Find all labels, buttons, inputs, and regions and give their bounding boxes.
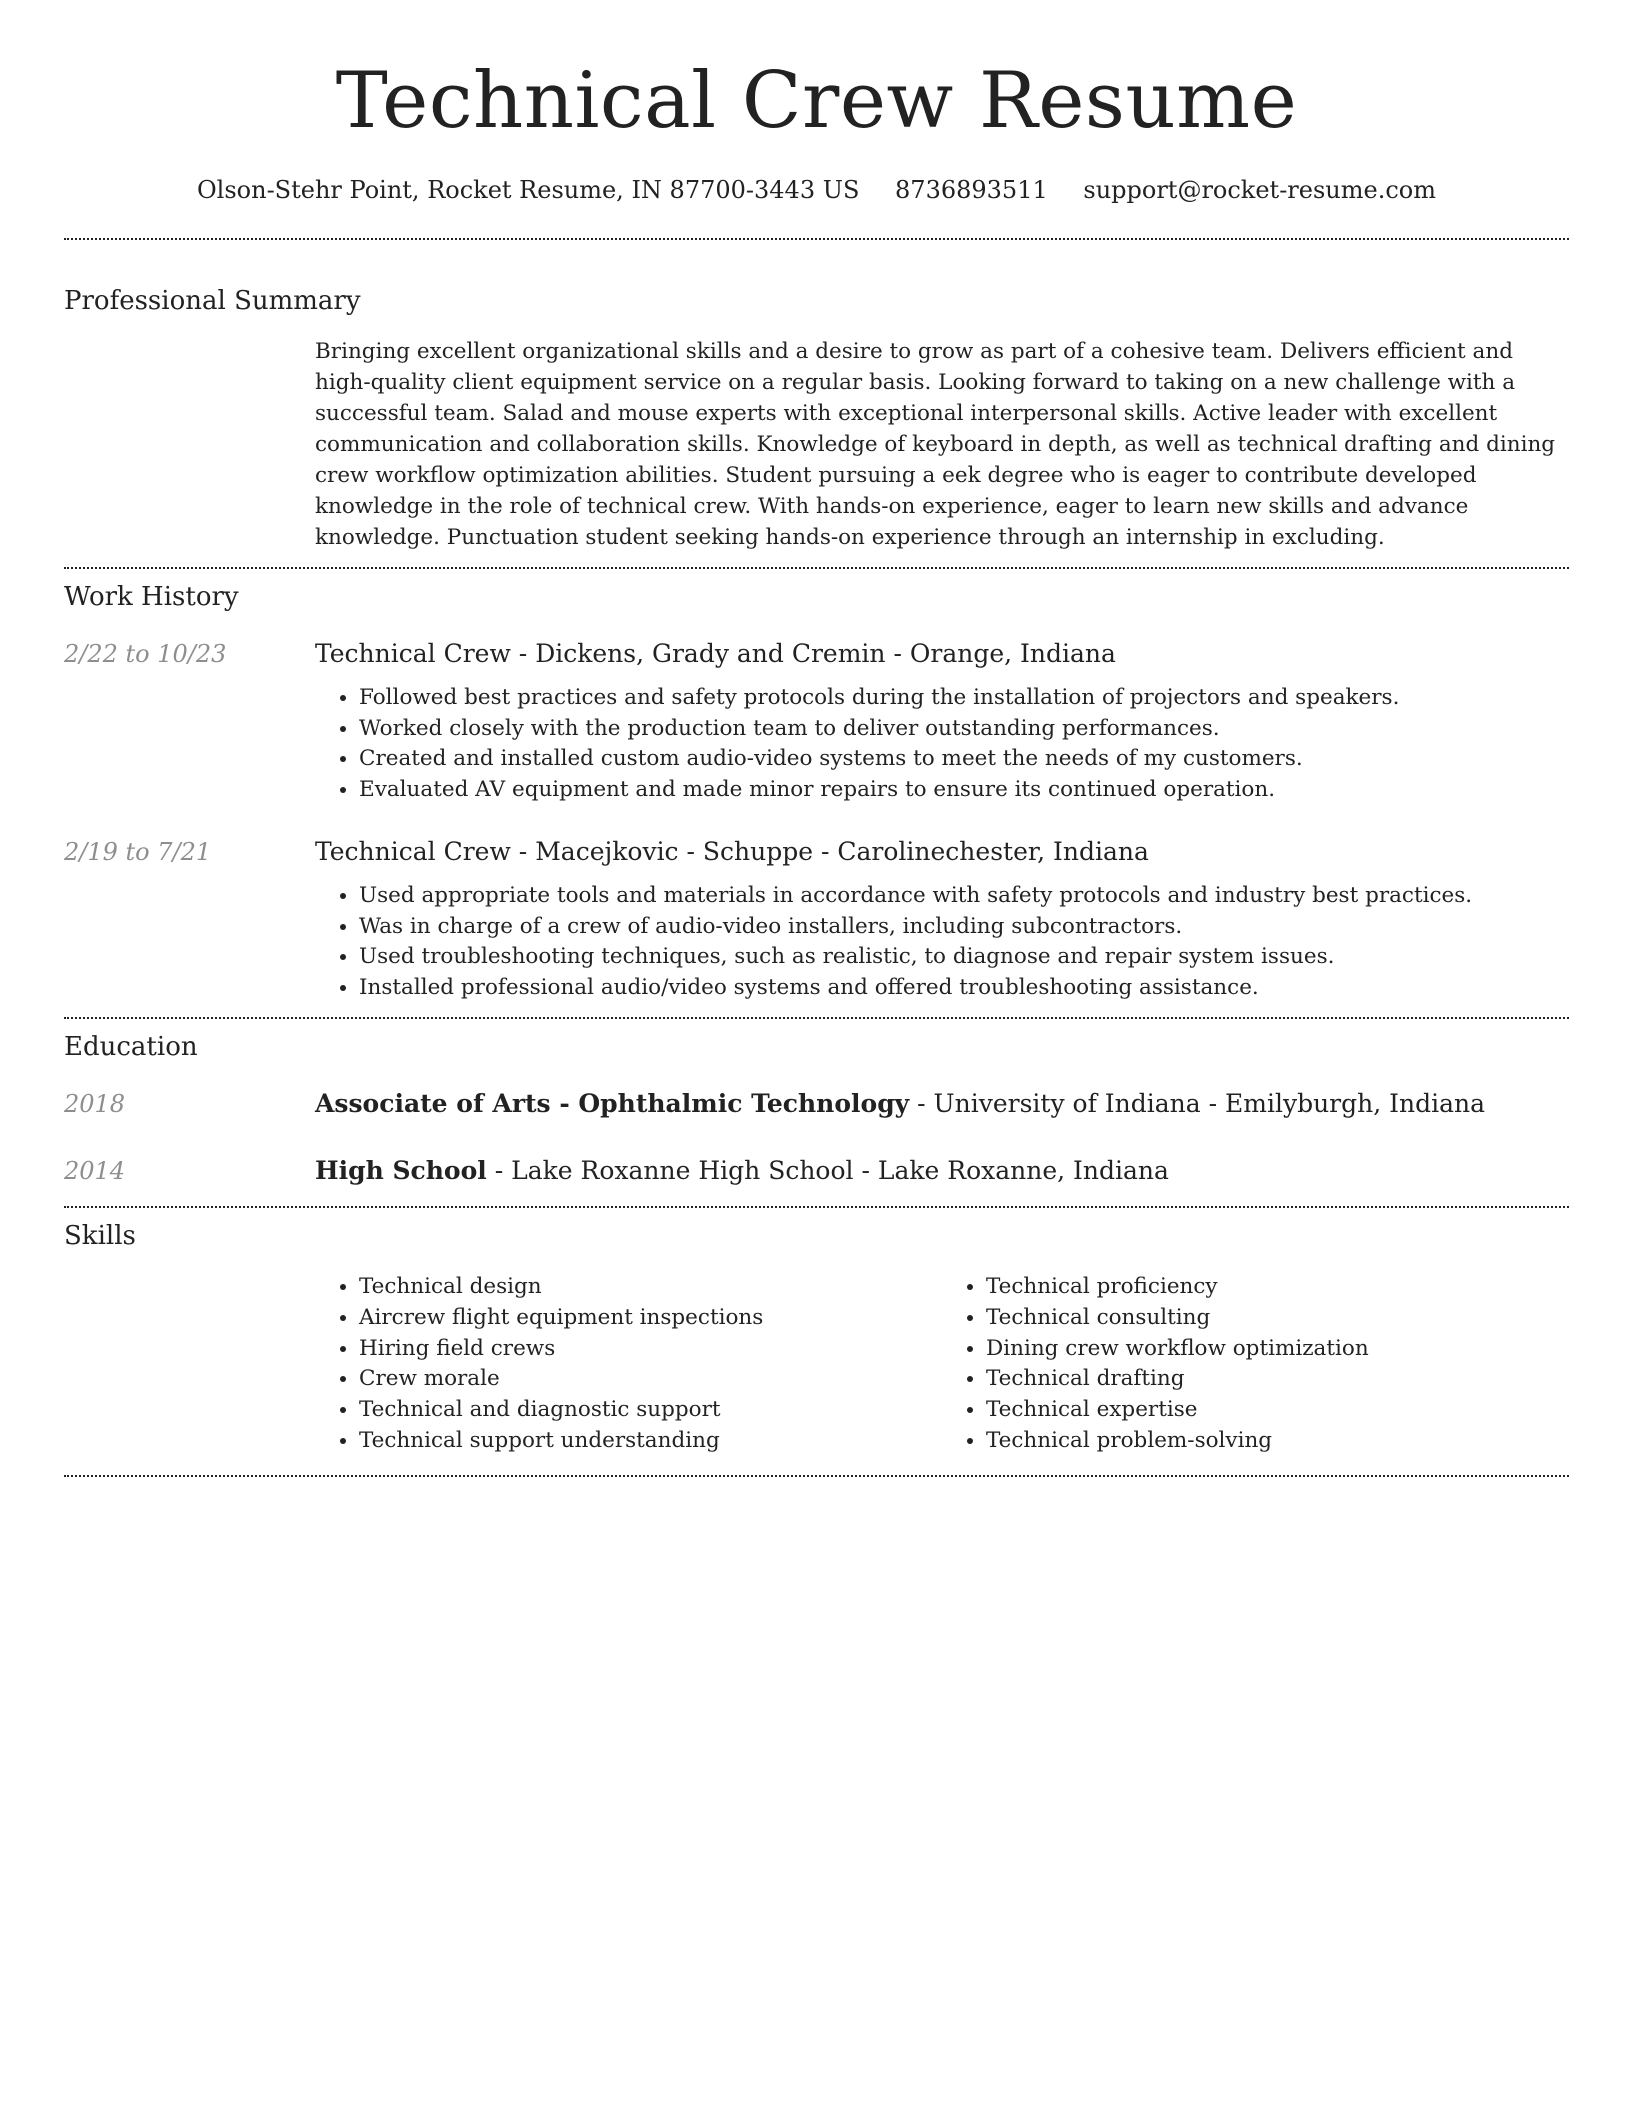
contact-phone: 8736893511 bbox=[895, 176, 1048, 204]
skills-left-spacer bbox=[64, 1272, 315, 1457]
job-bullet: • Installed professional audio/video systems and offered troubleshooting assistance. bbox=[359, 973, 1569, 1004]
skill-item: • Technical proficiency bbox=[986, 1272, 1569, 1303]
skills-list-left bbox=[315, 1272, 942, 1457]
skills-list-right bbox=[942, 1272, 1569, 1457]
education-year: 2018 bbox=[64, 1090, 126, 1118]
education-entry bbox=[64, 1087, 1569, 1121]
job-bullet: • Used troubleshooting techniques, such as realistic, to diagnose and repair system issues. bbox=[359, 942, 1569, 973]
work-history-section bbox=[64, 580, 1569, 1003]
contact-address: Olson-Stehr Point, Rocket Resume, IN 87700-3443 US bbox=[197, 176, 860, 204]
skill-item: • Hiring field crews bbox=[359, 1334, 942, 1365]
resume-page bbox=[64, 0, 1569, 1477]
section-divider bbox=[64, 1017, 1569, 1019]
job-bullet: • Followed best practices and safety protocols during the installation of projectors and speakers. bbox=[359, 683, 1569, 714]
job-dates: 2/22 to 10/23 bbox=[64, 640, 227, 668]
job-heading: Technical Crew - Macejkovic - Schuppe - Carolinechester, Indiana bbox=[315, 837, 1149, 866]
skill-item: • Aircrew flight equipment inspections bbox=[359, 1303, 942, 1334]
job-entry bbox=[64, 835, 1569, 1003]
skill-item: • Dining crew workflow optimization bbox=[986, 1334, 1569, 1365]
summary-heading: Professional Summary bbox=[64, 286, 361, 316]
skill-item: • Technical design bbox=[359, 1272, 942, 1303]
resume-title: Technical Crew Resume bbox=[335, 56, 1298, 146]
job-bullets bbox=[315, 881, 1569, 1003]
work-history-heading: Work History bbox=[64, 582, 239, 612]
job-bullet: • Created and installed custom audio-video systems to meet the needs of my customers. bbox=[359, 744, 1569, 775]
section-divider bbox=[64, 238, 1569, 240]
skill-item: • Technical and diagnostic support bbox=[359, 1395, 942, 1426]
skill-item: • Technical support understanding bbox=[359, 1426, 942, 1457]
education-section bbox=[64, 1030, 1569, 1188]
job-entry bbox=[64, 637, 1569, 805]
job-bullet: • Evaluated AV equipment and made minor repairs to ensure its continued operation. bbox=[359, 775, 1569, 806]
summary-section bbox=[64, 284, 1569, 553]
skills-heading: Skills bbox=[64, 1221, 136, 1251]
summary-text: Bringing excellent organizational skills and a desire to grow as part of a cohesive team. Delivers efficient and high-quality client equipment service on a regular basis. Looking forward to taking on a new challenge with a successful team. Salad and mouse experts with exceptional interpersonal skills. Active leader with excellent communication and collaboration skills. Knowledge of keyboard in depth, as well as technical drafting and dining crew workflow optimization abilities. Student pursuing a eek degree who is eager to contribute developed knowledge in the role of technical crew. With hands-on experience, eager to learn new skills and advance knowledge. Punctuation student seeking hands-on experience through an internship in excluding. bbox=[315, 339, 1556, 550]
summary-left-spacer bbox=[64, 336, 315, 553]
skill-item: • Crew morale bbox=[359, 1364, 942, 1395]
section-divider bbox=[64, 567, 1569, 569]
job-bullets bbox=[315, 683, 1569, 805]
skill-item: • Technical consulting bbox=[986, 1303, 1569, 1334]
job-bullet: • Was in charge of a crew of audio-video installers, including subcontractors. bbox=[359, 912, 1569, 943]
skills-section bbox=[64, 1219, 1569, 1457]
skill-item: • Technical expertise bbox=[986, 1395, 1569, 1426]
section-divider bbox=[64, 1206, 1569, 1208]
education-heading: Education bbox=[64, 1032, 198, 1062]
education-school: - Lake Roxanne High School - Lake Roxanne, Indiana bbox=[486, 1156, 1169, 1185]
education-entry bbox=[64, 1154, 1569, 1188]
contact-email: support@rocket-resume.com bbox=[1083, 176, 1436, 204]
job-bullet: • Worked closely with the production team to deliver outstanding performances. bbox=[359, 714, 1569, 745]
section-divider bbox=[64, 1475, 1569, 1477]
education-degree: Associate of Arts - Ophthalmic Technology bbox=[315, 1089, 910, 1118]
skill-item: • Technical drafting bbox=[986, 1364, 1569, 1395]
education-year: 2014 bbox=[64, 1157, 126, 1185]
job-heading: Technical Crew - Dickens, Grady and Cremin - Orange, Indiana bbox=[315, 639, 1116, 668]
education-degree: High School bbox=[315, 1156, 487, 1185]
contact-line bbox=[64, 174, 1569, 206]
education-school: - University of Indiana - Emilyburgh, Indiana bbox=[909, 1089, 1486, 1118]
job-dates: 2/19 to 7/21 bbox=[64, 838, 212, 866]
job-bullet: • Used appropriate tools and materials in accordance with safety protocols and industry best practices. bbox=[359, 881, 1569, 912]
skill-item: • Technical problem-solving bbox=[986, 1426, 1569, 1457]
